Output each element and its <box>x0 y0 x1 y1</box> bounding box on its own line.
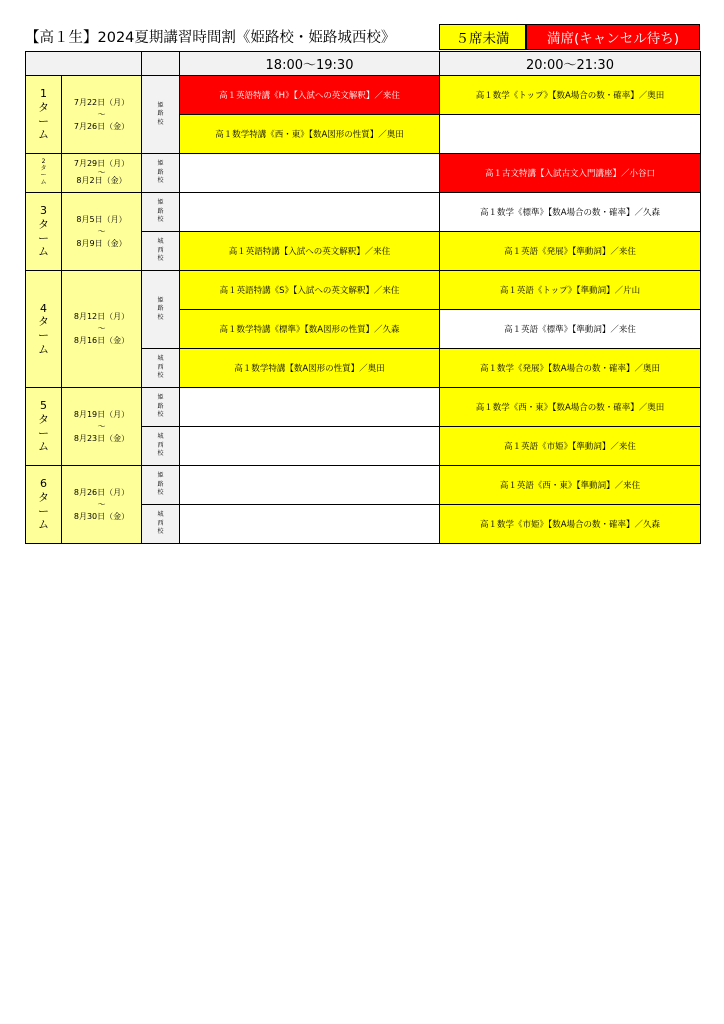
header-campus-cell <box>142 52 180 76</box>
class-slot <box>180 388 440 427</box>
class-slot <box>180 466 440 505</box>
campus-label-char: 姫 <box>157 160 164 168</box>
class-slot <box>440 115 701 154</box>
class-slot <box>180 154 440 193</box>
term-label-char: タ <box>38 217 49 231</box>
date-start: 8月5日（月） <box>76 214 127 224</box>
class-slot: 高１英語特講《H》【入試への英文解釈】／来住 <box>180 76 440 115</box>
campus-label <box>142 388 180 427</box>
campus-label-char: 姫 <box>157 296 164 304</box>
campus-label-char: 路 <box>157 207 164 215</box>
campus-label-char: 西 <box>157 519 164 527</box>
campus-label-char: 路 <box>157 168 164 176</box>
date-range-separator: ～ <box>97 167 106 177</box>
term-label-char: ム <box>40 178 47 186</box>
class-slot: 高１数学《市姫》【数A場合の数・確率】／久森 <box>440 505 701 544</box>
campus-label <box>142 76 180 154</box>
date-end: 8月23日（金） <box>73 433 130 443</box>
campus-label-char: 姫 <box>157 472 164 480</box>
campus-label <box>142 193 180 232</box>
term-label <box>26 271 62 388</box>
term-label-char: ー <box>38 426 49 440</box>
term-label-char: ム <box>38 518 49 532</box>
campus-label-char: 校 <box>157 528 164 536</box>
term-dates <box>62 388 142 466</box>
campus-label <box>142 349 180 388</box>
class-slot <box>180 193 440 232</box>
date-start: 8月12日（月） <box>73 312 130 321</box>
date-range-separator: ～ <box>97 324 106 333</box>
class-slot: 高１古文特講【入試古文入門講座】／小谷口 <box>440 154 701 193</box>
term-label <box>26 76 62 154</box>
term-label-char: タ <box>38 315 49 329</box>
date-range-separator: ～ <box>97 226 106 236</box>
date-start: 8月26日（月） <box>73 487 130 497</box>
header-blank-cell <box>26 52 142 76</box>
term-label-char: ー <box>38 329 49 342</box>
term-label-char: タ <box>38 412 49 426</box>
term-label-char: ー <box>38 504 49 518</box>
term-label-char: ム <box>38 245 49 259</box>
campus-label <box>142 154 180 193</box>
term-label <box>26 154 62 193</box>
schedule-row <box>26 193 701 232</box>
time-slot-header: 20:00～21:30 <box>440 52 701 76</box>
class-slot: 高１数学《標準》【数A場合の数・確率】／久森 <box>440 193 701 232</box>
legend-few-seats: ５席未満 <box>439 24 526 50</box>
term-label-char: タ <box>38 100 49 114</box>
campus-label-char: 西 <box>157 363 164 371</box>
campus-label <box>142 232 180 271</box>
term-label-char: 6 <box>40 477 47 490</box>
class-slot: 高１数学《発展》【数A場合の数・確率】／奥田 <box>440 349 701 388</box>
term-dates <box>62 193 142 271</box>
campus-label-char: 城 <box>157 511 164 519</box>
campus-label <box>142 271 180 349</box>
campus-label-char: 城 <box>157 238 164 246</box>
term-label-char: タ <box>38 490 49 504</box>
campus-label-char: 路 <box>157 305 164 313</box>
campus-label-char: 西 <box>157 441 164 449</box>
date-end: 8月2日（金） <box>76 176 127 186</box>
campus-label-char: 姫 <box>157 199 164 207</box>
schedule-row <box>26 466 701 505</box>
class-slot: 高１英語《市姫》【準動詞】／来住 <box>440 427 701 466</box>
schedule-body <box>26 76 701 544</box>
term-label-char: ム <box>38 342 49 356</box>
class-slot: 高１数学《トップ》【数A場合の数・確率】／奥田 <box>440 76 701 115</box>
term-label <box>26 388 62 466</box>
class-slot: 高１数学《西・東》【数A場合の数・確率】／奥田 <box>440 388 701 427</box>
term-label-char: 4 <box>40 301 47 315</box>
campus-label-char: 西 <box>157 246 164 254</box>
term-label-char: ム <box>38 440 49 454</box>
schedule-table <box>25 51 701 544</box>
campus-label-char: 路 <box>157 110 164 118</box>
term-label <box>26 466 62 544</box>
term-label-char: 3 <box>40 204 47 217</box>
campus-label-char: 城 <box>157 433 164 441</box>
schedule-row <box>26 271 701 310</box>
campus-label-char: 校 <box>157 177 164 185</box>
campus-label-char: 路 <box>157 480 164 488</box>
date-range-separator: ～ <box>97 499 106 509</box>
class-slot: 高１数学特講《西・東》【数A図形の性質】／奥田 <box>180 115 440 154</box>
term-dates <box>62 466 142 544</box>
campus-label-char: 城 <box>157 355 164 363</box>
campus-label-char: 校 <box>157 411 164 419</box>
term-label <box>26 193 62 271</box>
class-slot: 高１英語特講《S》【入試への英文解釈】／来住 <box>180 271 440 310</box>
campus-label <box>142 427 180 466</box>
campus-label-char: 路 <box>157 402 164 410</box>
campus-label-char: 校 <box>157 313 164 321</box>
class-slot: 高１英語《トップ》【準動詞】／片山 <box>440 271 701 310</box>
term-label-char: タ <box>40 165 47 173</box>
class-slot <box>180 427 440 466</box>
campus-label-char: 校 <box>157 118 164 126</box>
date-end: 8月16日（金） <box>73 336 130 345</box>
term-label-char: ー <box>38 114 49 128</box>
campus-label-char: 姫 <box>157 101 164 109</box>
term-label-char: ー <box>40 172 47 179</box>
campus-label-char: 校 <box>157 450 164 458</box>
class-slot <box>180 505 440 544</box>
date-range-separator: ～ <box>97 421 106 431</box>
time-slot-header: 18:00～19:30 <box>180 52 440 76</box>
campus-label-char: 校 <box>157 255 164 263</box>
time-header-row <box>26 52 701 76</box>
schedule-row <box>26 76 701 115</box>
class-slot: 高１英語特講【入試への英文解釈】／来住 <box>180 232 440 271</box>
date-end: 8月9日（金） <box>76 238 127 248</box>
term-label-char: ム <box>38 128 49 142</box>
term-dates <box>62 76 142 154</box>
term-label-char: 1 <box>40 87 47 100</box>
class-slot: 高１英語《標準》【準動詞】／来住 <box>440 310 701 349</box>
schedule-row <box>26 154 701 193</box>
class-slot: 高１英語《西・東》【準動詞】／来住 <box>440 466 701 505</box>
term-dates <box>62 154 142 193</box>
campus-label-char: 校 <box>157 216 164 224</box>
page-header <box>25 24 700 50</box>
term-label-char: 2 <box>41 158 46 166</box>
schedule-row <box>26 388 701 427</box>
date-start: 7月22日（月） <box>73 97 130 107</box>
campus-label-char: 校 <box>157 372 164 380</box>
page-title: 【高１生】2024夏期講習時間割《姫路校・姫路城西校》 <box>25 30 396 46</box>
date-range-separator: ～ <box>97 109 106 119</box>
campus-label <box>142 466 180 505</box>
term-dates <box>62 271 142 388</box>
date-end: 7月26日（金） <box>73 121 130 131</box>
campus-label-char: 姫 <box>157 394 164 402</box>
term-label-char: ー <box>38 231 49 245</box>
date-start: 7月29日（月） <box>73 158 130 168</box>
term-label-char: 5 <box>40 399 47 412</box>
class-slot: 高１英語《発展》【準動詞】／来住 <box>440 232 701 271</box>
campus-label <box>142 505 180 544</box>
date-end: 8月30日（金） <box>73 511 130 521</box>
campus-label-char: 校 <box>157 489 164 497</box>
date-start: 8月19日（月） <box>73 409 130 419</box>
class-slot: 高１数学特講《標準》【数A図形の性質】／久森 <box>180 310 440 349</box>
class-slot: 高１数学特講【数A図形の性質】／奥田 <box>180 349 440 388</box>
legend-full-waitlist: 満席(キャンセル待ち) <box>526 24 700 50</box>
